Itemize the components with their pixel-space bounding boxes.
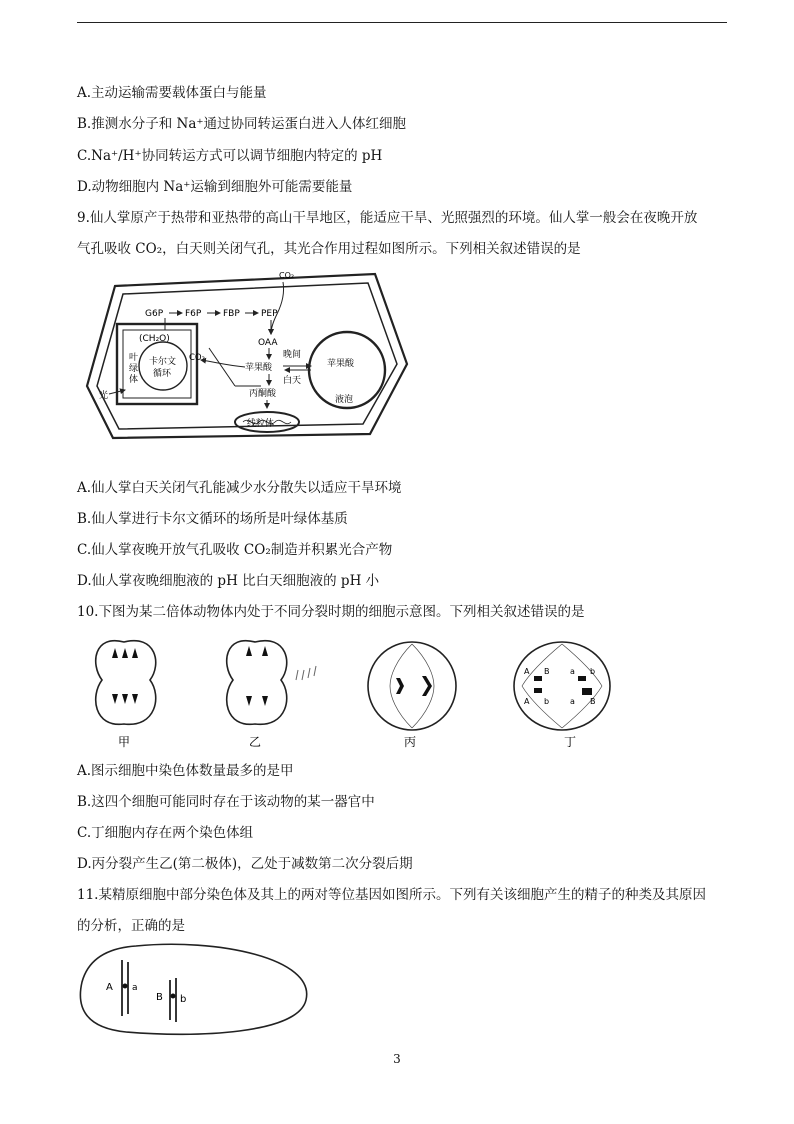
q9-option-d: D.仙人掌夜晚细胞液的 pH 比白天细胞液的 pH 小 [77,573,380,589]
malate-left-label: 苹果酸 [245,363,273,373]
chloroplast-char-1: 叶 [129,353,139,363]
mitochondria-label: 线粒体 [247,419,275,429]
q11-stem-line1: 11.某精原细胞中部分染色体及其上的两对等位基因如图所示。下列有关该细胞产生的精子的种类及其原因 [77,887,706,903]
malate-right-label: 苹果酸 [327,359,355,369]
pep-label: PEP [261,309,278,319]
q10-option-a: A.图示细胞中染色体数量最多的是甲 [77,763,294,779]
gene-label-6: b [544,697,550,706]
q10-stem: 10.下图为某二倍体动物体内处于不同分裂时期的细胞示意图。下列相关叙述错误的是 [77,604,585,620]
q9-stem-line2: 气孔吸收 CO₂，白天则关闭气孔，其光合作用过程如图所示。下列相关叙述错误的是 [77,241,581,257]
light-label: 光 [99,391,109,401]
chloroplast-char-2: 绿 [129,364,139,374]
ch2o-label: (CH₂O) [139,334,170,344]
gene-label-2: B [544,667,550,676]
night-label: 晚间 [283,350,302,360]
cam-photosynthesis-figure [85,266,415,446]
cell-label-ding: 丁 [564,735,577,749]
g6p-label: G6P [145,309,164,319]
gene-B: B [156,992,163,1003]
q10-option-d: D.丙分裂产生乙(第二极体)，乙处于减数第二次分裂后期 [77,856,413,872]
day-label: 白天 [283,376,302,386]
q9-stem-line1: 9.仙人掌原产于热带和亚热带的高山干旱地区，能适应干旱、光照强烈的环境。仙人掌一般会在夜晚开放 [77,210,698,226]
page-number: 3 [393,1052,401,1066]
cell-label-jia: 甲 [118,735,131,749]
q11-stem-line2: 的分析，正确的是 [77,918,185,934]
gene-a: a [132,983,138,993]
gene-label-3: a [570,667,575,676]
q8-option-c: C.Na⁺/H⁺协同转运方式可以调节细胞内特定的 pH [77,148,383,164]
q10-option-b: B.这四个细胞可能同时存在于该动物的某一器官中 [77,794,375,810]
q8-option-b: B.推测水分子和 Na⁺通过协同转运蛋白进入人体红细胞 [77,116,406,132]
calvin-label-2: 循环 [153,369,172,379]
f6p-label: F6P [185,309,202,319]
spermatogonium-figure [76,938,326,1038]
calvin-label-1: 卡尔文 [149,357,177,367]
oaa-label: OAA [258,338,278,348]
co2-inner-label: CO₂ [189,353,206,363]
chloroplast-char-3: 体 [129,375,139,385]
gene-label-1: A [524,667,530,676]
cell-label-bing: 丙 [404,735,417,749]
gene-A: A [106,982,113,993]
cell-label-yi: 乙 [249,735,262,749]
q10-option-c: C.丁细胞内存在两个染色体组 [77,825,254,841]
cell-division-figure [78,630,638,754]
q8-option-d: D.动物细胞内 Na⁺运输到细胞外可能需要能量 [77,179,353,195]
q9-option-a: A.仙人掌白天关闭气孔能减少水分散失以适应干旱环境 [77,480,402,496]
gene-b: b [180,994,187,1005]
co2-top-label: CO₂ [279,271,295,280]
pyruvate-label: 丙酮酸 [249,389,277,399]
header-rule [77,22,727,23]
q8-option-a: A.主动运输需要载体蛋白与能量 [77,85,267,101]
q9-option-b: B.仙人掌进行卡尔文循环的场所是叶绿体基质 [77,511,348,527]
gene-label-5: A [524,697,530,706]
gene-label-7: a [570,697,575,706]
vacuole-label: 液泡 [335,395,354,405]
fbp-label: FBP [223,309,240,319]
gene-label-4: b [590,667,596,676]
q9-option-c: C.仙人掌夜晚开放气孔吸收 CO₂制造并积累光合产物 [77,542,393,558]
gene-label-8: B [590,697,596,706]
